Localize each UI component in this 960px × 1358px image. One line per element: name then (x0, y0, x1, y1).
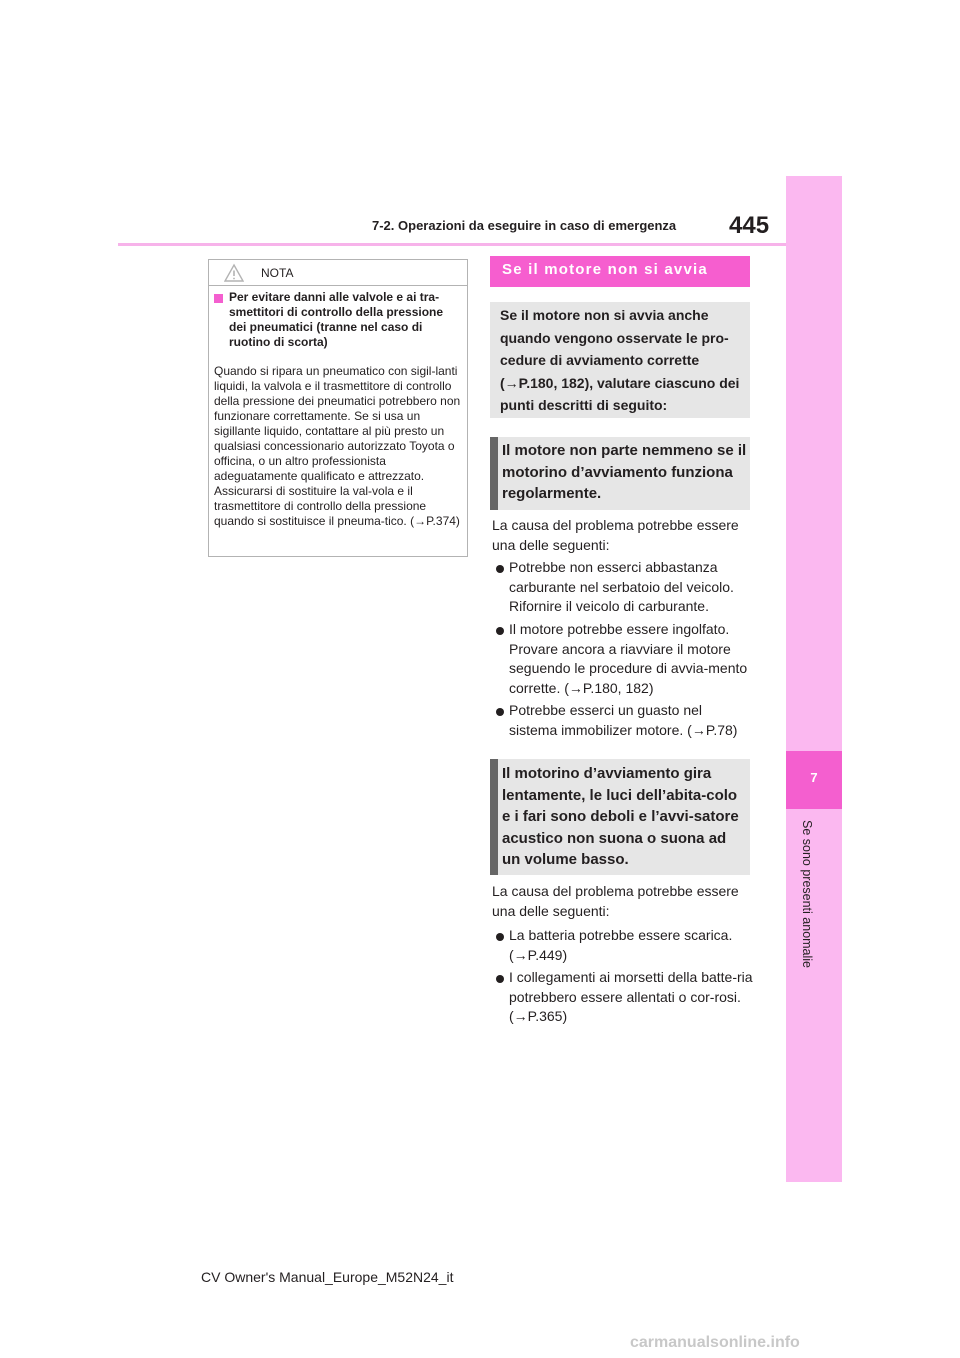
header-rule (118, 243, 786, 246)
square-bullet-icon (214, 294, 223, 303)
intro-text: Se il motore non si avvia anche quando vengono osservate le pro-cedure di avviamento corrette (→P.180, 182), valutare ciascuno dei punti descritti di seguito: (500, 307, 740, 413)
chapter-title: Se sono presenti anomalie (800, 820, 814, 969)
case-header-1 (490, 437, 750, 510)
case-header-2 (490, 759, 750, 875)
chapter-side-tab (786, 176, 842, 1182)
case-title-1: Il motore non parte nemmeno se il motorino d’avviamento funziona regolarmente. (502, 442, 747, 502)
chapter-number: 7 (810, 770, 818, 785)
section-banner-title: Se il motore non si avvia (502, 261, 708, 278)
list-item: Il motore potrebbe essere ingolfato. Provare ancora a riavviare il motore seguendo le procedure di avvia-mento corrette. (→P.180, 182) (509, 621, 748, 696)
page-number: 445 (729, 212, 770, 239)
bullet-dot-icon (496, 627, 504, 635)
case-title-2: Il motorino d’avviamento gira lentamente, le luci dell’abita-colo e i fari sono deboli e l’avvi-satore acustico non suona o suona ad un volume basso. (502, 765, 739, 868)
list-item: Potrebbe esserci un guasto nel sistema immobilizer motore. (→P.78) (509, 702, 738, 738)
watermark[interactable]: carmanualsonline.info (630, 1334, 800, 1351)
bullet-dot-icon (496, 565, 504, 573)
manual-id: CV Owner's Manual_Europe_M52N24_it (201, 1269, 454, 1285)
list-item: I collegamenti ai morsetti della batte-ria potrebbero essere allentati o cor-rosi. (→P.365) (509, 969, 753, 1024)
list-item: Potrebbe non esserci abbastanza carburante nel serbatoio del veicolo. Rifornire il veicolo di carburante. (509, 559, 734, 614)
nota-heading: Per evitare danni alle valvole e ai tra-smettitori di controllo della pressione dei pneumatici (tranne nel caso di ruotino di scorta) (229, 290, 444, 349)
list-item: La batteria potrebbe essere scarica. (→P.449) (509, 927, 733, 963)
bullet-dot-icon (496, 933, 504, 941)
nota-divider (208, 285, 468, 286)
bullet-dot-icon (496, 708, 504, 716)
nota-body: Quando si ripara un pneumatico con sigil-lanti liquidi, la valvola e il trasmettitore di controllo della pressione dei pneumatici potrebbero non funzionare correttamente. Se si usa un sigillante liquido, contattare al più presto un qualsiasi concessionario autorizzato Toyota o officina, o un altro professionista adeguatamente qualificato e attrezzato. Assicurarsi di sostituire la val-vola e il trasmettitore di controllo della pressione quando si sostituisce il pneuma-tico. (→P.374) (214, 364, 461, 528)
bullet-dot-icon (496, 975, 504, 983)
section-title: 7-2. Operazioni da eseguire in caso di emergenza (372, 218, 677, 233)
case-lead-2: La causa del problema potrebbe essere una delle seguenti: (492, 883, 739, 919)
warning-triangle-icon (224, 263, 244, 283)
nota-label: NOTA (261, 266, 294, 280)
case-lead-1: La causa del problema potrebbe essere una delle seguenti: (492, 517, 739, 553)
section-banner (490, 256, 750, 287)
